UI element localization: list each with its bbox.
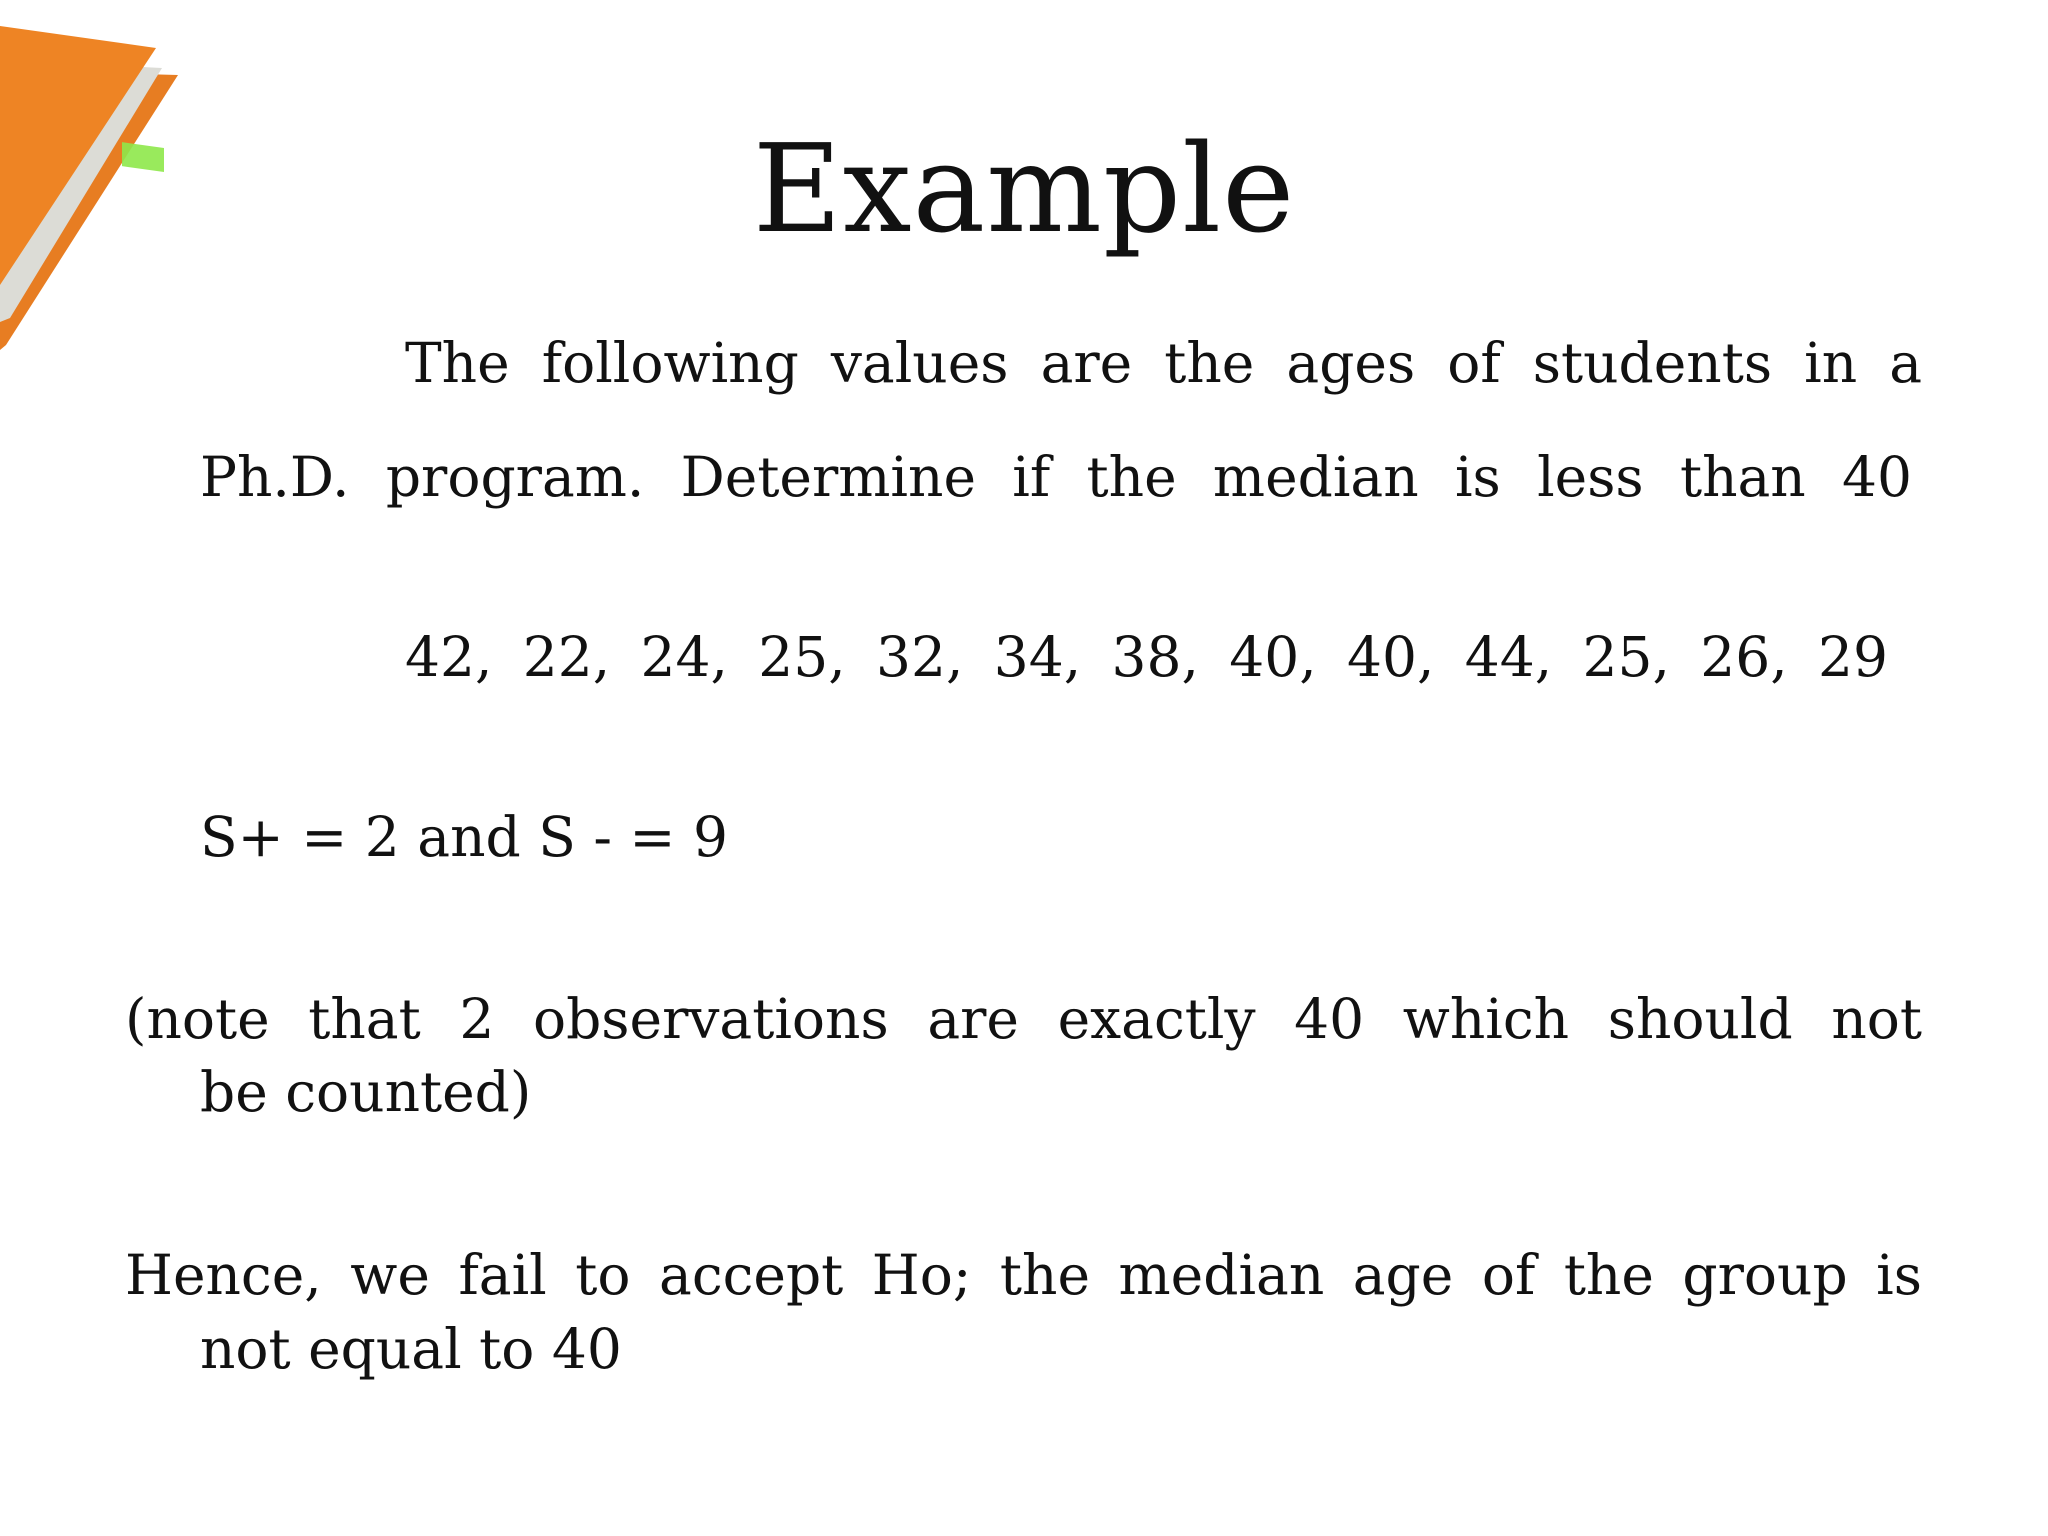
sign-counts: S+ = 2 and S - = 9 bbox=[200, 805, 728, 869]
values-list: 42, 22, 24, 25, 32, 34, 38, 40, 40, 44, 25, 26, 29 bbox=[405, 625, 1888, 689]
conclusion-line-2: not equal to 40 bbox=[200, 1317, 622, 1381]
note-line-2: be counted) bbox=[200, 1060, 532, 1124]
conclusion-line-1: Hence, we fail to accept Ho; the median age of the group is bbox=[125, 1243, 1922, 1307]
intro-line-1: The following values are the ages of students in a bbox=[405, 331, 1922, 395]
intro-line-2: Ph.D. program. Determine if the median is less than 40 bbox=[200, 445, 1912, 509]
slide-title: Example bbox=[752, 118, 1296, 260]
note-line-1: (note that 2 observations are exactly 40 which should not bbox=[125, 987, 1922, 1051]
